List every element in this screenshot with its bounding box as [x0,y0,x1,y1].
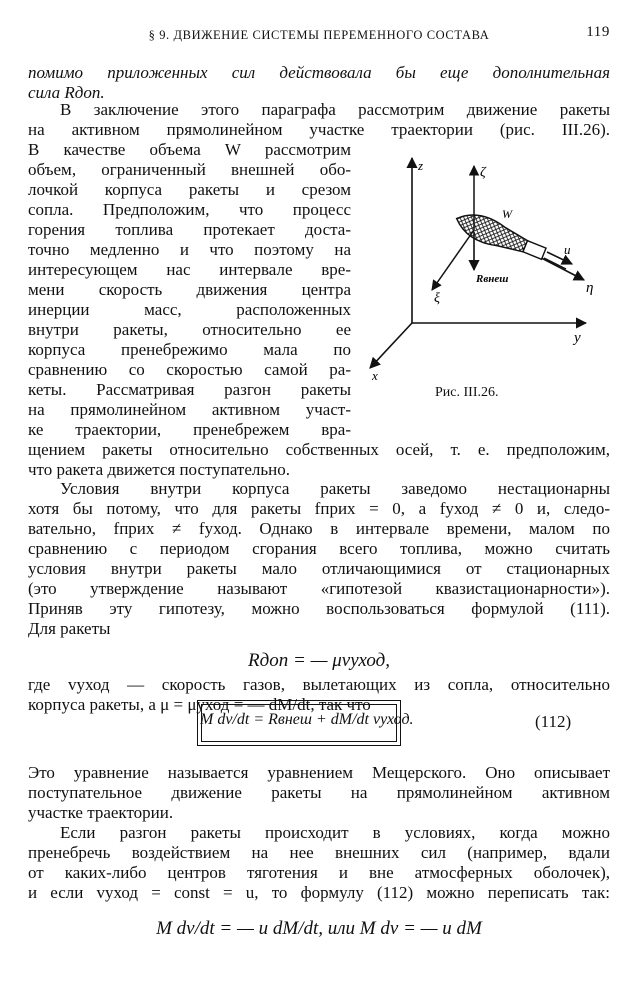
text-line: на прямолинейном активном участ- [28,400,351,419]
text-line: внутри ракеты, относительно ее [28,320,351,339]
text-line: пренебречь воздействием на нее внешних сил (например, вдали [28,843,610,862]
equation-meshchersky: M dv/dt = Rвнеш + dM/dt vуход. [200,711,414,728]
label-xi: ξ [434,291,440,306]
text-line: помимо приложенных сил действовала бы еще дополнительная [28,63,610,82]
label-u: u [564,242,571,257]
text-line: условия внутри ракеты мало отличающимися от стационарных [28,559,610,578]
equation-number: (112) [535,712,572,731]
label-y: y [574,330,581,346]
section-title: § 9. ДВИЖЕНИЕ СИСТЕМЫ ПЕРЕМЕННОГО СОСТАВА [148,28,490,42]
text-line: В качестве объема W рассмотрим [28,140,351,159]
running-header [28,24,610,44]
label-eta: η [586,280,594,296]
text-line: инерции масс, расположенных [28,300,351,319]
text-line: участке траектории. [28,803,174,822]
rocket-figure [362,150,612,385]
text-line: корпуса пренебрежимо мала по [28,340,351,359]
text-line: (это утверждение называют «гипотезой квазистационарности»). [28,579,610,598]
text-line: и если vуход = const = u, то формулу (112) можно переписать так: [28,883,610,902]
text-line: кеты. Рассматривая разгон ракеты [28,380,351,399]
equation-r-dop: Rдоп = — μvуход, [248,650,390,671]
text-line: Приняв эту гипотезу, можно воспользоваться формулой (111). [28,599,610,618]
text-line: поступательное движение ракеты на прямолинейном активном [28,783,610,802]
label-z: z [418,158,424,173]
label-zeta: ζ [480,165,486,180]
text-line: на активном прямолинейном участке траектории (рис. III.26). [28,120,610,139]
text-line: хотя бы потому, что для ракеты fприх = 0, а fуход ≠ 0 и, следо- [28,499,610,518]
label-r: Rвнеш [476,273,509,285]
axis-x [370,323,412,368]
text-line: объем, ограниченный внешней обо- [28,160,351,179]
text-line: ке траектории, пренебрежем вра- [28,420,351,439]
rocket-body [452,207,548,265]
text-line: щением ракеты относительно собственных осей, т. е. предположим, [28,440,610,459]
text-line: точно медленно и что поэтому на [28,240,351,259]
text-line: от каких-либо центров тяготения и вне атмосферных оболочек), [28,863,610,882]
text-line: В заключение этого параграфа рассмотрим движение ракеты [60,100,610,119]
equation-final: M dv/dt = — u dM/dt, или M dv = — u dM [156,918,482,939]
text-line: Для ракеты [28,619,111,638]
text-line: вательно, fприх ≠ fуход. Однако в интервале времени, малом по [28,519,610,538]
text-line: сравнению с периодом сгорания всего топлива, можно считать [28,539,610,558]
text-line: Условия внутри корпуса ракеты заведомо нестационарны [60,479,610,498]
text-line: где vуход — скорость газов, вылетающих из сопла, относительно [28,675,610,694]
text-line: мени скорость движения центра [28,280,351,299]
text-line: корпуса ракеты, а μ = μуход = — dM/dt, так что [28,695,371,714]
text-line: Это уравнение называется уравнением Мещерского. Оно описывает [28,763,610,782]
figure-caption: Рис. III.26. [435,385,499,400]
label-x: x [372,368,378,383]
text-line: интересующем нас интервале вре- [28,260,351,279]
text-line: Если разгон ракеты происходит в условиях, когда можно [60,823,610,842]
label-w: W [502,207,512,221]
text-line: сопла. Предположим, что процесс [28,200,351,219]
page-number: 119 [586,24,610,40]
axis-xi [432,230,474,290]
text-line: горения топлива протекает доста- [28,220,351,239]
text-line: лочкой корпуса ракеты и срезом [28,180,351,199]
text-line: сравнению со скоростью самой ра- [28,360,351,379]
text-line: что ракета движется поступательно. [28,460,290,479]
text-line: сила Rдоп. [28,83,105,102]
